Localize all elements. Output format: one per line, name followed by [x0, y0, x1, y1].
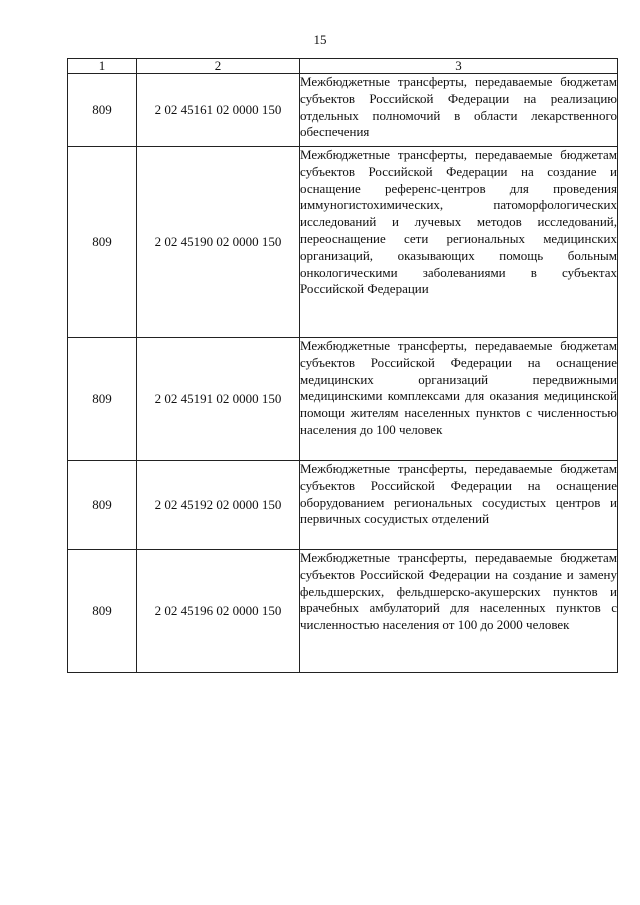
classification-code-cell: 2 02 45161 02 0000 150 — [137, 74, 300, 147]
table-row — [68, 147, 618, 338]
admin-code-cell: 809 — [68, 550, 137, 673]
table-row — [68, 461, 618, 550]
description-cell: Межбюджетные трансферты, передаваемые бюджетам субъектов Российской Федерации на оснащение медицинских организаций передвижными медицинскими комплексами для оказания медицинской помощи жителям населенных пунктов с численностью населения до 100 человек — [300, 338, 618, 461]
column-header-1: 1 — [68, 59, 137, 74]
admin-code-cell: 809 — [68, 461, 137, 550]
budget-classification-table — [67, 58, 618, 673]
description-cell: Межбюджетные трансферты, передаваемые бюджетам субъектов Российской Федерации на создание и замену фельдшерских, фельдшерско-акушерских пунктов и врачебных амбулаторий для населенных пунктов с численностью населения от 100 до 2000 человек — [300, 550, 618, 673]
table-header-row — [68, 59, 618, 74]
description-cell: Межбюджетные трансферты, передаваемые бюджетам субъектов Российской Федерации на оснащение оборудованием региональных сосудистых центров и первичных сосудистых отделений — [300, 461, 618, 550]
description-cell: Межбюджетные трансферты, передаваемые бюджетам субъектов Российской Федерации на реализацию отдельных полномочий в области лекарственного обеспечения — [300, 74, 618, 147]
classification-code-cell: 2 02 45196 02 0000 150 — [137, 550, 300, 673]
classification-code-cell: 2 02 45191 02 0000 150 — [137, 338, 300, 461]
classification-code-cell: 2 02 45192 02 0000 150 — [137, 461, 300, 550]
admin-code-cell: 809 — [68, 147, 137, 338]
page-number: 15 — [313, 32, 327, 47]
description-cell: Межбюджетные трансферты, передаваемые бюджетам субъектов Российской Федерации на создание и оснащение референс-центров для проведения иммуногистохимических, патоморфологических исследований и лучевых методов исследований, переоснащение сети региональных медицинских организаций, оказывающих помощь больным онкологическими заболеваниями в субъектах Российской Федерации — [300, 147, 618, 338]
admin-code-cell: 809 — [68, 74, 137, 147]
column-header-3: 3 — [300, 59, 618, 74]
column-header-2: 2 — [137, 59, 300, 74]
table-row — [68, 338, 618, 461]
classification-code-cell: 2 02 45190 02 0000 150 — [137, 147, 300, 338]
table-row — [68, 74, 618, 147]
admin-code-cell: 809 — [68, 338, 137, 461]
table-row — [68, 550, 618, 673]
